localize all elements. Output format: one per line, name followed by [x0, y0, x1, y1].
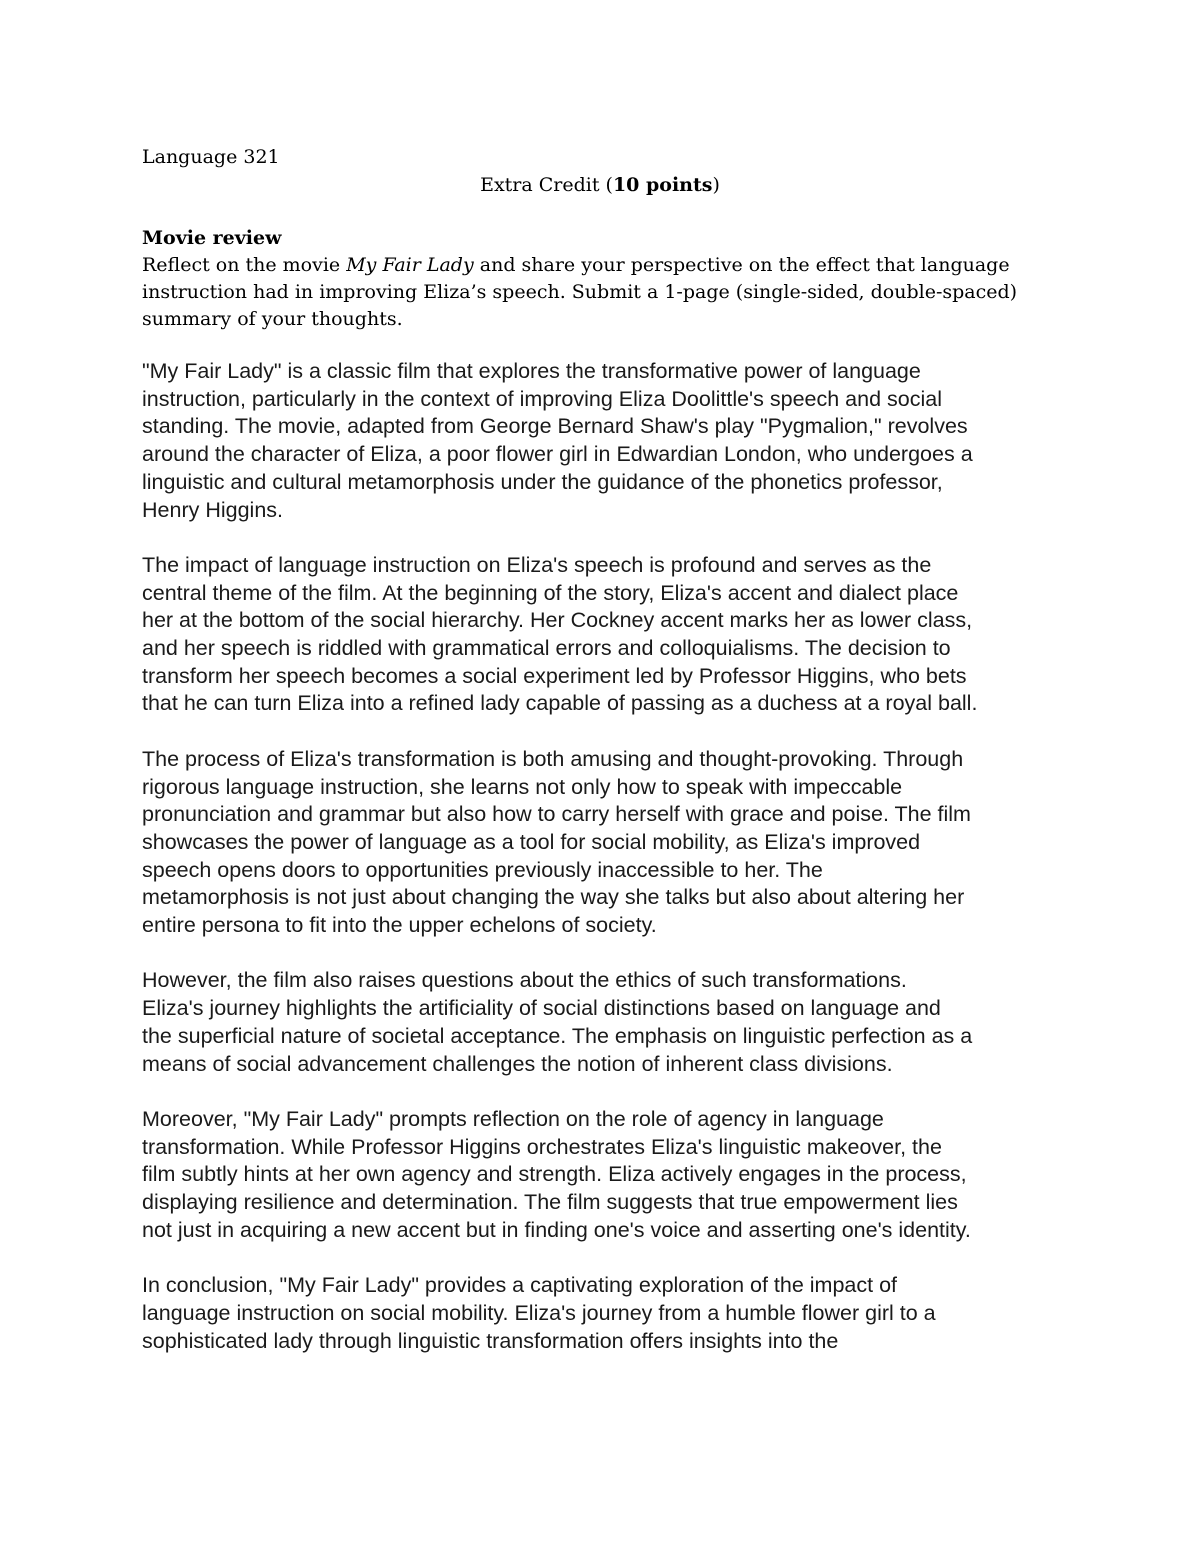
essay-line: the superficial nature of societal acceptance. The emphasis on linguistic perfection as a	[142, 1023, 973, 1048]
essay-line: showcases the power of language as a tool for social mobility, as Eliza's improved	[142, 829, 921, 854]
essay-line: that he can turn Eliza into a refined lady capable of passing as a duchess at a royal ball.	[142, 691, 978, 716]
prompt-line	[142, 252, 1042, 279]
prompt-line1-start: Reflect on the movie	[142, 254, 347, 276]
essay-line: central theme of the film. At the beginning of the story, Eliza's accent and dialect place	[142, 580, 959, 605]
essay-line: film subtly hints at her own agency and strength. Eliza actively engages in the process,	[142, 1162, 967, 1187]
essay-line: rigorous language instruction, she learns not only how to speak with impeccable	[142, 774, 903, 799]
essay-line: transform her speech becomes a social experiment led by Professor Higgins, who bets	[142, 663, 967, 688]
essay-line: standing. The movie, adapted from George Bernard Shaw's play "Pygmalion," revolves	[142, 414, 968, 439]
essay-paragraph	[142, 1272, 1082, 1355]
title-points: 10 points	[612, 174, 713, 196]
essay-line: In conclusion, "My Fair Lady" provides a captivating exploration of the impact of	[142, 1273, 898, 1298]
title-suffix: )	[712, 174, 720, 196]
course-name: Language 321	[142, 146, 280, 168]
prompt-line1-end: and share your perspective on the effect that language	[473, 254, 1010, 276]
essay-line: sophisticated lady through linguistic transformation offers insights into the	[142, 1328, 839, 1353]
essay-paragraph	[142, 358, 1082, 524]
essay-paragraph	[142, 746, 1082, 940]
movie-title: My Fair Lady	[346, 254, 474, 276]
essay-line: metamorphosis is not just about changing the way she talks but also about altering her	[142, 885, 965, 910]
assignment-prompt	[142, 252, 1042, 333]
essay-line: However, the film also raises questions about the ethics of such transformations.	[142, 968, 907, 993]
assignment-title	[0, 172, 1200, 199]
essay-line: The process of Eliza's transformation is both amusing and thought-provoking. Through	[142, 746, 964, 771]
essay-line: language instruction on social mobility. Eliza's journey from a humble flower girl to a	[142, 1300, 936, 1325]
essay-line: Moreover, "My Fair Lady" prompts reflection on the role of agency in language	[142, 1106, 884, 1131]
essay-line: speech opens doors to opportunities previously inaccessible to her. The	[142, 857, 823, 882]
essay-line: linguistic and cultural metamorphosis under the guidance of the phonetics professor,	[142, 469, 943, 494]
essay-line: Henry Higgins.	[142, 497, 283, 522]
essay-line: displaying resilience and determination. The film suggests that true empowerment lies	[142, 1190, 958, 1215]
essay-paragraph	[142, 552, 1082, 718]
essay-line: around the character of Eliza, a poor flower girl in Edwardian London, who undergoes a	[142, 442, 973, 467]
essay-line: The impact of language instruction on Eliza's speech is profound and serves as the	[142, 552, 932, 577]
essay-line: transformation. While Professor Higgins orchestrates Eliza's linguistic makeover, the	[142, 1134, 942, 1159]
title-prefix: Extra Credit (	[480, 174, 613, 196]
prompt-line: summary of your thoughts.	[142, 308, 403, 330]
essay-line: means of social advancement challenges the notion of inherent class divisions.	[142, 1051, 893, 1076]
essay-body	[142, 358, 1082, 1383]
prompt-line: instruction had in improving Eliza’s speech. Submit a 1-page (single-sided, double-spaced)	[142, 281, 1018, 303]
essay-paragraph	[142, 967, 1082, 1078]
essay-paragraph	[142, 1106, 1082, 1245]
essay-line: and her speech is riddled with grammatical errors and colloquialisms. The decision to	[142, 636, 951, 661]
essay-line: Eliza's journey highlights the artificiality of social distinctions based on language and	[142, 996, 941, 1021]
essay-line: not just in acquiring a new accent but in finding one's voice and asserting one's identity.	[142, 1217, 971, 1242]
section-heading: Movie review	[142, 227, 282, 249]
essay-line: "My Fair Lady" is a classic film that explores the transformative power of language	[142, 359, 921, 383]
essay-line: pronunciation and grammar but also how to carry herself with grace and poise. The film	[142, 802, 971, 827]
essay-line: instruction, particularly in the context of improving Eliza Doolittle's speech and social	[142, 386, 942, 411]
essay-line: her at the bottom of the social hierarchy. Her Cockney accent marks her as lower class,	[142, 608, 973, 633]
essay-line: entire persona to fit into the upper echelons of society.	[142, 913, 657, 938]
